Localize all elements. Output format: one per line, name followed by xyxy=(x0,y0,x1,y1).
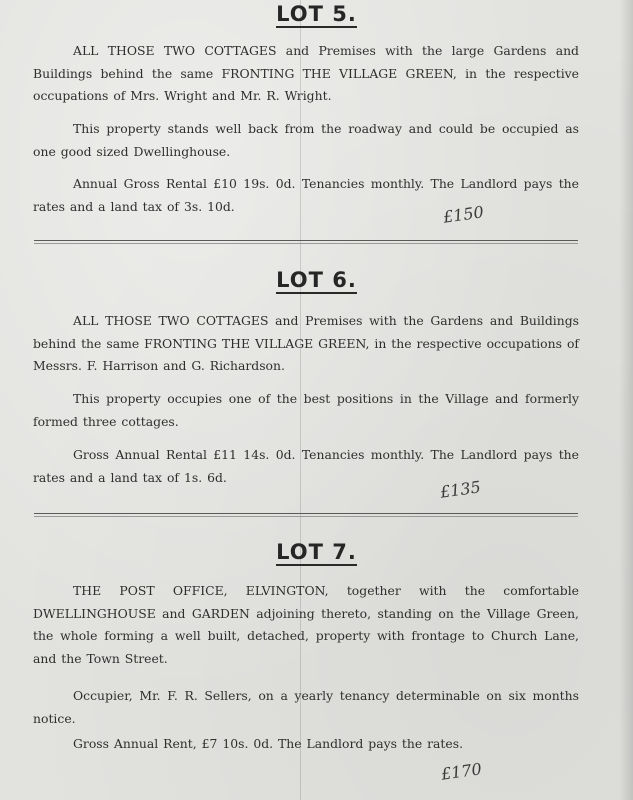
lot-6-handwritten-price: £135 xyxy=(438,477,482,502)
lot-7-description: THE POST OFFICE, ELVINGTON, together with the comfortable DWELLINGHOUSE and GARDEN adjoining thereto, standing on the Village Green, the whole forming a well built, detached, property with frontage to Church Lane, and the Town Street. xyxy=(33,583,579,666)
lot-6-heading: LOT 6. xyxy=(276,268,357,292)
lot-6-rental: Gross Annual Rental £11 14s. 0d. Tenancies monthly. The Landlord pays the rates and a land tax of 1s. 6d. xyxy=(33,447,579,485)
lot-7-rental: Gross Annual Rent, £7 10s. 0d. The Landlord pays the rates. xyxy=(73,736,464,751)
lot-5-description: ALL THOSE TWO COTTAGES and Premises with the large Gardens and Buildings behind the same FRONTING THE VILLAGE GREEN, in the respective occupations of Mrs. Wright and Mr. R. Wright. xyxy=(33,43,579,103)
section-divider xyxy=(34,513,578,517)
lot-5-heading: LOT 5. xyxy=(276,2,357,26)
lot-7-heading: LOT 7. xyxy=(276,540,357,564)
lot-5-handwritten-price: £150 xyxy=(441,202,485,227)
lot-6-property-note: This property occupies one of the best positions in the Village and formerly formed three cottages. xyxy=(33,391,579,429)
section-divider xyxy=(34,240,578,244)
lot-7-handwritten-price: £170 xyxy=(439,759,483,784)
lot-5-property-note: This property stands well back from the roadway and could be occupied as one good sized Dwellinghouse. xyxy=(33,121,579,159)
lot-6-description: ALL THOSE TWO COTTAGES and Premises with the Gardens and Buildings behind the same FRONTING THE VILLAGE GREEN, in the respective occupations of Messrs. F. Harrison and G. Richardson. xyxy=(33,313,579,373)
lot-7-occupier: Occupier, Mr. F. R. Sellers, on a yearly tenancy determinable on six months notice. xyxy=(33,688,579,726)
page-edge-shadow xyxy=(619,0,633,800)
lot-5-rental: Annual Gross Rental £10 19s. 0d. Tenancies monthly. The Landlord pays the rates and a land tax of 3s. 10d. xyxy=(33,176,579,214)
